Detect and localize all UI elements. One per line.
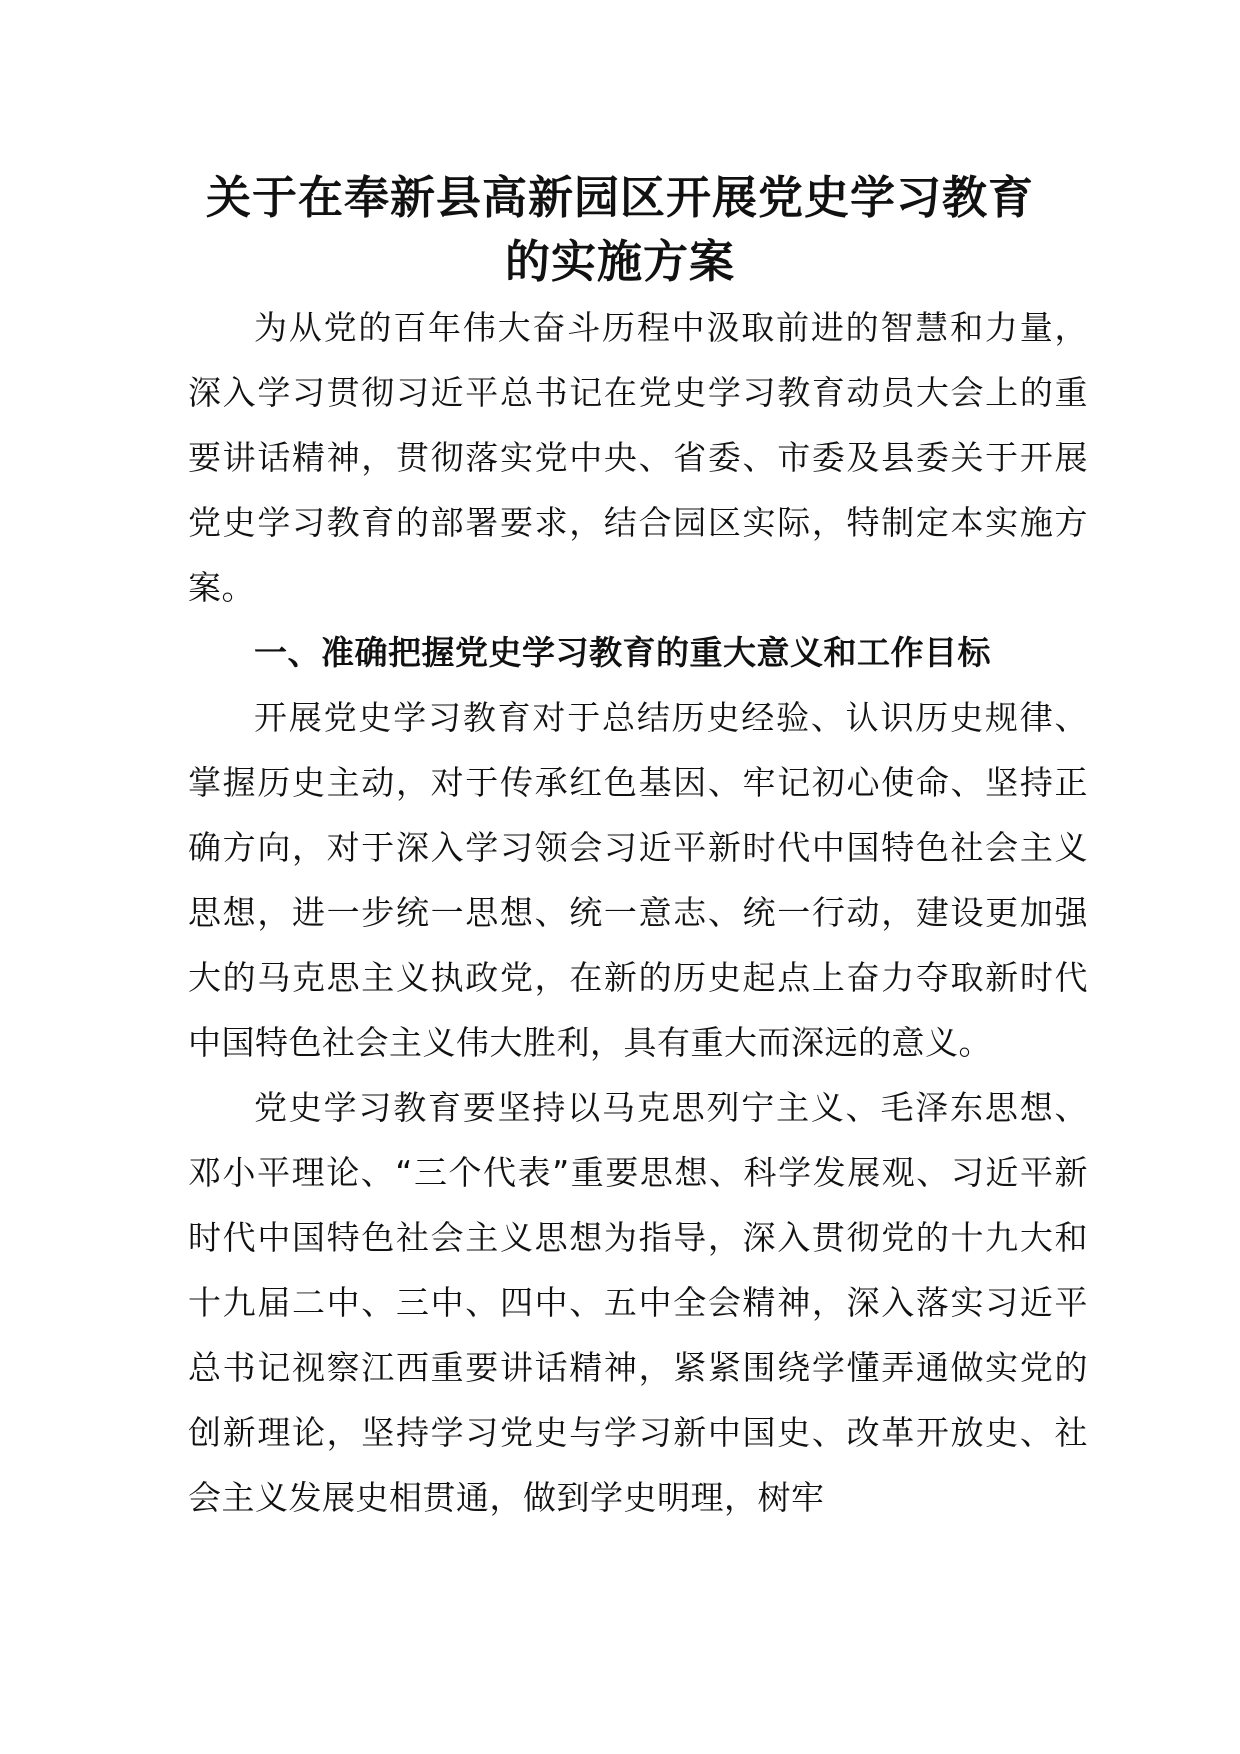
section-1-paragraph-2: 党史学习教育要坚持以马克思列宁主义、毛泽东思想、邓小平理论、“三个代表”重要思想、科学发展观、习近平新时代中国特色社会主义思想为指导，深入贯彻党的十九大和十九届二中、三中、四中、五中全会精神，深入落实习近平总书记视察江西重要讲话精神，紧紧围绕学懂弄通做实党的创新理论，坚持学习党史与学习新中国史、改革开放史、社会主义发展史相贯通，做到学史明理，树牢 <box>188 1088 1088 1517</box>
section-1-paragraph-1: 开展党史学习教育对于总结历史经验、认识历史规律、掌握历史主动，对于传承红色基因、牢记初心使命、坚持正确方向，对于深入学习领会习近平新时代中国特色社会主义思想，进一步统一思想、统一意志、统一行动，建设更加强大的马克思主义执政党，在新的历史起点上奋力夺取新时代中国特色社会主义伟大胜利，具有重大而深远的意义。 <box>188 698 1088 1062</box>
document-body <box>188 295 1088 1530</box>
section-1-heading: 一、准确把握党史学习教育的重大意义和工作目标 <box>254 633 991 672</box>
intro-paragraph: 为从党的百年伟大奋斗历程中汲取前进的智慧和力量，深入学习贯彻习近平总书记在党史学习教育动员大会上的重要讲话精神，贯彻落实党中央、省委、市委及县委关于开展党史学习教育的部署要求，结合园区实际，特制定本实施方案。 <box>188 308 1088 607</box>
document-title-line-1: 关于在奉新县高新园区开展党史学习教育 <box>205 171 1034 224</box>
document-title-line-2: 的实施方案 <box>504 235 735 288</box>
